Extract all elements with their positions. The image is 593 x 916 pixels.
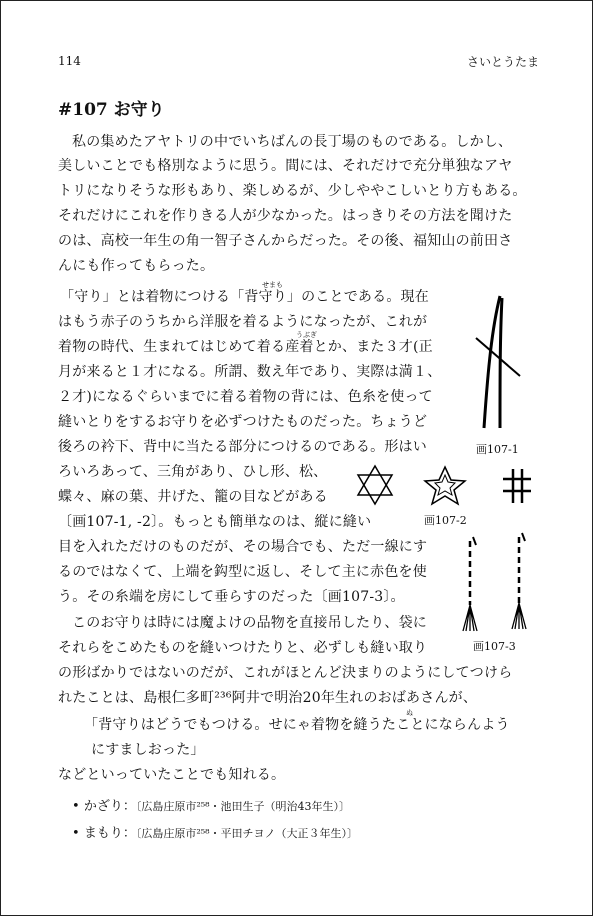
bullet-source: 〔広島庄原市²⁵⁸・平田チヨノ（大正３年生）〕 — [135, 827, 359, 840]
figure-107-2 — [355, 463, 535, 508]
body-line: それだけにこれを作りきる人が少なかった。はっきりその方法を聞けた — [58, 208, 513, 224]
body-line: などといっていたことでも知れる。 — [58, 767, 286, 783]
star-of-david-icon — [358, 466, 392, 504]
body-line: 着物の時代、生まれてはじめて着る産着とか、また３才(正 — [58, 339, 433, 355]
body-line: トリになりそうな形もあり、楽しめるが、少しややこしいとり方もある。 — [58, 183, 527, 199]
body-line: このお守りは時には魔よけの品物を直接吊したり、袋に — [72, 615, 427, 631]
body-line: の形ばかりではないのだが、これがほとんど決まりのようにしてつけら — [58, 665, 513, 681]
body-line: 美しいことでも格別なように思う。間には、それだけで充分単独なアヤ — [58, 158, 513, 174]
body-line: んにも作ってもらった。 — [58, 258, 215, 274]
section-title: #107 お守り — [58, 100, 165, 120]
running-title: さいとうたま — [466, 55, 539, 69]
body-line: 目を入れただけのものだが、その場合でも、ただ一線にす — [58, 539, 428, 555]
bullet-source: 〔広島庄原市²⁵⁸・池田生子（明治43年生）〕 — [135, 800, 351, 813]
page-number: 114 — [58, 54, 81, 68]
body-line: ２才)になるぐらいまでに着る着物の背には、色糸を使って — [58, 389, 433, 405]
body-line: 「守り」とは着物につける「背守り」のことである。現在 — [60, 289, 429, 305]
body-line: はもう赤子のうちから洋服を着るようになったが、これが — [58, 314, 428, 330]
body-line: 〔画107-1, -2〕。もっとも簡単なのは、縦に縫い — [58, 514, 372, 530]
body-line: 月が来ると１才になる。所謂、数え年であり、実際は満１、 — [58, 364, 442, 380]
quote-line: 「背守りはどうでもつける。せにゃ着物を縫うたことにならんよう — [84, 717, 510, 733]
body-line: 私の集めたアヤトリの中でいちばんの長丁場のものである。しかし、 — [72, 134, 513, 150]
bullet-item — [72, 822, 358, 841]
bullet-dot: • — [72, 799, 80, 814]
body-line: 後ろの衿下、背中に当たる部分につけるのである。形はい — [58, 439, 427, 455]
body-line: ろいろあって、三角があり、ひし形、松、 — [58, 464, 328, 480]
caption-107-1: 画107-1 — [476, 443, 519, 456]
bullet-term: まもり： — [83, 826, 136, 841]
body-line: う。その糸端を房にして垂らすのだった〔画107-3〕。 — [58, 589, 405, 605]
star-icon — [425, 467, 465, 504]
quote-line: にすましおった」 — [91, 742, 205, 758]
figure-107-1 — [470, 288, 530, 438]
caption-107-3: 画107-3 — [473, 640, 516, 653]
bullet-item — [72, 795, 350, 814]
body-line: それらをこめたものを縫いつけたりと、必ずしも縫い取り — [58, 640, 428, 656]
body-line: 蝶々、麻の葉、井げた、籠の目などがある — [58, 489, 328, 505]
ruby-semamori: せまも — [262, 281, 283, 289]
body-line: 縫いとりをするお守りを必ずつけたものだった。ちょうど — [58, 414, 428, 430]
body-line: のは、高校一年生の角一智子さんからだった。その後、福知山の前田さ — [58, 233, 513, 249]
body-line: れたことは、島根仁多町²³⁶阿井で明治20年生れのおばあさんが、 — [58, 690, 478, 706]
ruby-nuu: ぬ — [406, 709, 413, 717]
caption-107-2: 画107-2 — [424, 514, 467, 527]
body-line: るのではなくて、上端を鈎型に返し、そして主に赤色を使 — [58, 564, 427, 580]
bullet-dot: • — [72, 826, 80, 841]
igeta-icon — [503, 469, 531, 503]
figure-107-3 — [455, 527, 530, 637]
bullet-term: かざり： — [83, 799, 136, 814]
ruby-ubugi: うぶぎ — [296, 331, 317, 339]
